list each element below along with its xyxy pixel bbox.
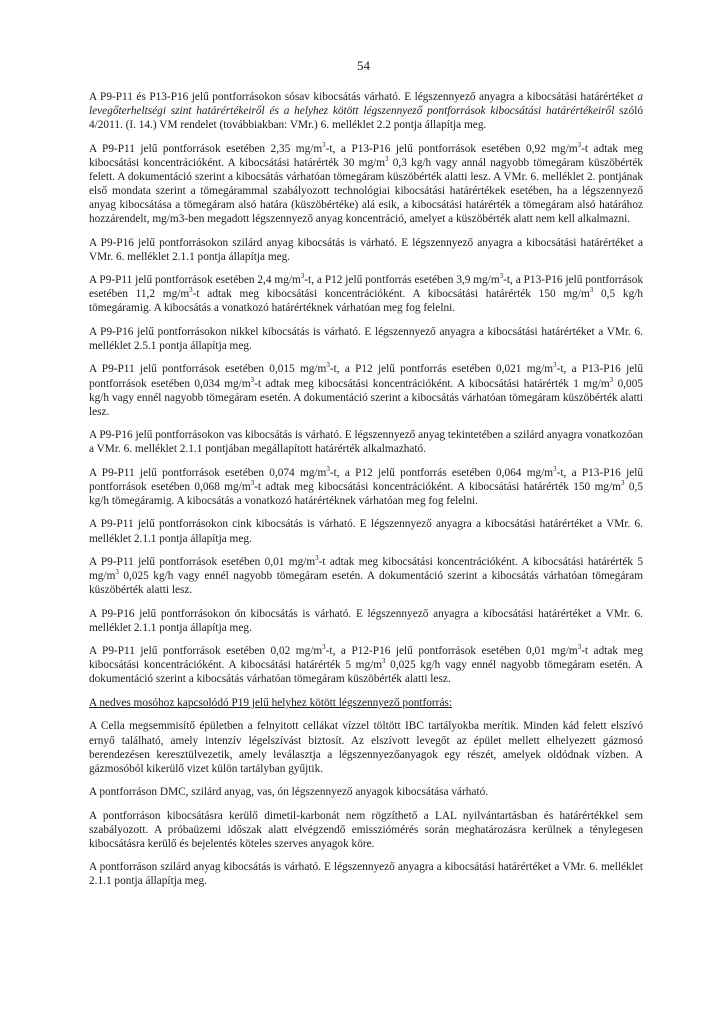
superscript: 3 [250,375,255,384]
paragraph-scrubber: A Cella megsemmisítő épületben a felnyitott cellákat vízzel töltött IBC tartályokba merítik. Minden kád felett elszívó ernyő található, amely intenzív légelszívást biztosít. Az elszívott levegőt az épület mellett elhelyezett gázmosó berendezésen keresztülvezetik, amely leválasztja a légszennyezőanyagok egy részét, amelyek oldódnak vízben. A gázmosóból kikerülő vizet külön tartályban gyűjtik. [89,720,643,775]
paragraph-tin: A P9-P16 jelű pontforrásokon ón kibocsátás is várható. E légszennyező anyagra a kibocsátási határértéket a VMr. 6. melléklet 2.1.1 pontja állapítja meg. [89,607,643,634]
superscript: 3 [499,272,504,281]
paragraph-zinc: A P9-P11 jelű pontforrásokon cink kibocsátás is várható. E légszennyező anyagra a kibocsátási határértéket a VMr. 6. melléklet 2.1.1 pontja állapítja meg. [89,518,643,545]
paragraph-iron-values [89,466,643,508]
superscript: 3 [189,286,193,295]
superscript: 3 [577,643,582,652]
paragraph-emissions: A pontforráson DMC, szilárd anyag, vas, ón légszennyező anyagok kibocsátása várható. [89,786,489,799]
paragraph-solid-values [89,273,643,315]
text-run: 0,5 kg/h tömegáramig. A kibocsátás a vonatkozó határértéknek várhatóan meg fog felelni. [89,288,644,315]
text-run: -t adtak meg kibocsátási koncentrációként. A kibocsátási határérték 1 mg/m [254,377,610,390]
text-run: A P9-P11 jelű pontforrások esetében 0,015 mg/m [89,363,327,376]
text-run: -t, a P12 jelű pontforrás esetében 0,064 mg/m [329,466,554,479]
superscript: 3 [326,361,330,370]
text-run: 0,005 kg/h vagy ennél nagyobb tömegáram esetén. A dokumentáció szerint a kibocsátás várhatóan tömegáram küszöbérték alatti lesz. [89,377,643,418]
superscript: 3 [115,568,119,577]
text-run: 0,025 kg/h vagy ennél nagyobb tömegáram esetén. A dokumentáció szerint a kibocsátás várhatóan tömegáram küszöbérték alatti lesz. [89,659,643,686]
paragraph-dmc: A pontforráson kibocsátásra kerülő dimetil-karbonát nem rögzíthető a LAL nyilvántartásban és határértékkel sem szabályozott. A próbaüzemi időszak alatt elvégzendő emissziómérés során meghatározásra kerülnek a ténylegesen kibocsátásra kerülő és bejelentés köteles szerves anyagok köre. [89,809,643,850]
text-run: A P9-P11 jelű pontforrások esetében 0,01 mg/m [89,556,316,569]
paragraph-tin-values [89,644,643,686]
text-run: A P9-P11 jelű pontforrások esetében 2,4 mg/m [89,274,301,287]
paragraph-hcl-values [89,142,643,227]
superscript: 3 [609,375,614,384]
superscript: 3 [326,465,330,474]
superscript: 3 [553,361,557,370]
paragraph-zinc-values [89,555,643,597]
text-run: 0,3 kg/h vagy annál nagyobb tömegáram küszöbérték felett. A dokumentáció szerint a kibocsátás várhatóan tömegáram küszöbérték alatti lesz. A VMr. 6. melléklet 2. pontjának első mondata szerint a tömegárammal szabályozott technológiai kibocsátási határértékek esetében, ha a légszennyező anyag kibocsátása a tömegáram alsó határa (küszöbértéke) alá esik, a kibocsátási határérték a tömegáram alsó határához hozzárendelt, mg/m3-ben megadott légszennyező anyag koncentráció, amelyet a küszöbérték alatt nem kell alkalmazni. [89,156,643,226]
document-body [89,90,643,898]
text-run: -t, a P13-P16 jelű pontforrások esetében 11,2 mg/m [89,274,644,301]
text-run: -t adtak meg kibocsátási koncentrációként. A kibocsátási határérték 5 mg/m [89,556,643,583]
paragraph-nickel: A P9-P16 jelű pontforrásokon nikkel kibocsátás is várható. E légszennyező anyagra a kibocsátási határértéket a VMr. 6. melléklet 2.5.1 pontja állapítja meg. [89,325,643,352]
page-number: 54 [357,58,370,73]
text-run: -t adtak meg kibocsátási koncentrációként. A kibocsátási határérték 30 mg/m [89,142,643,169]
text-run: A P9-P11 jelű pontforrások esetében 0,02 mg/m [89,645,323,658]
text-run: -t, a P12 jelű pontforrás esetében 3,9 mg/m [304,274,500,287]
text-run: -t adtak meg kibocsátási koncentrációként. A kibocsátási határérték 150 mg/m [192,288,590,301]
superscript: 3 [620,479,625,488]
superscript: 3 [577,140,582,149]
text-run: -t, a P13-P16 jelű pontforrások esetében 0,034 mg/m [89,363,644,390]
paragraph-solid: A P9-P16 jelű pontforrásokon szilárd anyag kibocsátás is várható. E légszennyező anyagra a kibocsátási határértéket a VMr. 6. melléklet 2.1.1 pontja állapítja meg. [89,236,643,263]
superscript: 3 [322,140,326,149]
superscript: 3 [385,155,389,163]
superscript: 3 [322,643,326,652]
text-run: A P9-P11 jelű pontforrások esetében 0,074 mg/m [89,466,327,479]
superscript: 3 [315,554,319,563]
text-run: -t, a P13-P16 jelű pontforrások esetében 0,92 mg/m [325,142,578,155]
text-run: szóló 4/2011. (I. 14.) VM rendelet (továbbiakban: VMr.) 6. melléklet 2.2 pontja állapítja meg. [89,105,644,132]
superscript: 3 [553,465,557,474]
superscript: 3 [250,479,255,488]
superscript: 3 [382,657,386,666]
paragraph-iron: A P9-P16 jelű pontforrásokon vas kibocsátás is várható. E légszennyező anyag tekintetében a szilárd anyagra vonatkozóan a VMr. 6. melléklet 2.1.1 pontjában megállapított határérték alkalmazható. [89,429,644,456]
text-run: -t, a P12 jelű pontforrás esetében 0,021 mg/m [329,363,554,376]
text-run: 0,025 kg/h vagy ennél nagyobb tömegáram esetén. A dokumentáció szerint a kibocsátás várhatóan tömegáram küszöbérték alatti lesz. [89,570,643,597]
text-run: A P9-P11 és P13-P16 jelű pontforrásokon sósav kibocsátás várható. E légszennyező anyagra a kibocsátási határértéket [89,91,638,103]
text-run: A P9-P11 jelű pontforrások esetében 2,35 mg/m [89,142,323,155]
section-heading: A nedves mosóhoz kapcsolódó P19 jelű helyhez kötött légszennyező pontforrás: [89,696,452,709]
paragraph-hcl [89,90,643,132]
text-run: -t, a P13-P16 jelű pontforrások esetében 0,068 mg/m [89,466,644,493]
regulation-title: a levegőterheltségi szint határértékeiről és a helyhez kötött légszennyező pontforrások kibocsátási határértékeiről [89,91,643,118]
superscript: 3 [300,272,305,281]
paragraph-solid-p19: A pontforráson szilárd anyag kibocsátás is várható. E légszennyező anyagra a kibocsátási határértéket a VMr. 6. melléklet 2.1.1 pontja állapítja meg. [89,861,643,888]
superscript: 3 [589,286,594,295]
text-run: -t adtak meg kibocsátási koncentrációként. A kibocsátási határérték 5 mg/m [89,645,643,672]
paragraph-nickel-values [89,362,643,418]
text-run: 0,5 kg/h tömegáramig. A kibocsátás a vonatkozó határértéknek várhatóan meg fog felelni. [89,480,643,507]
text-run: -t, a P12-P16 jelű pontforrások esetében 0,01 mg/m [325,645,578,658]
text-run: -t adtak meg kibocsátási koncentrációként. A kibocsátási határérték 150 mg/m [254,480,621,493]
